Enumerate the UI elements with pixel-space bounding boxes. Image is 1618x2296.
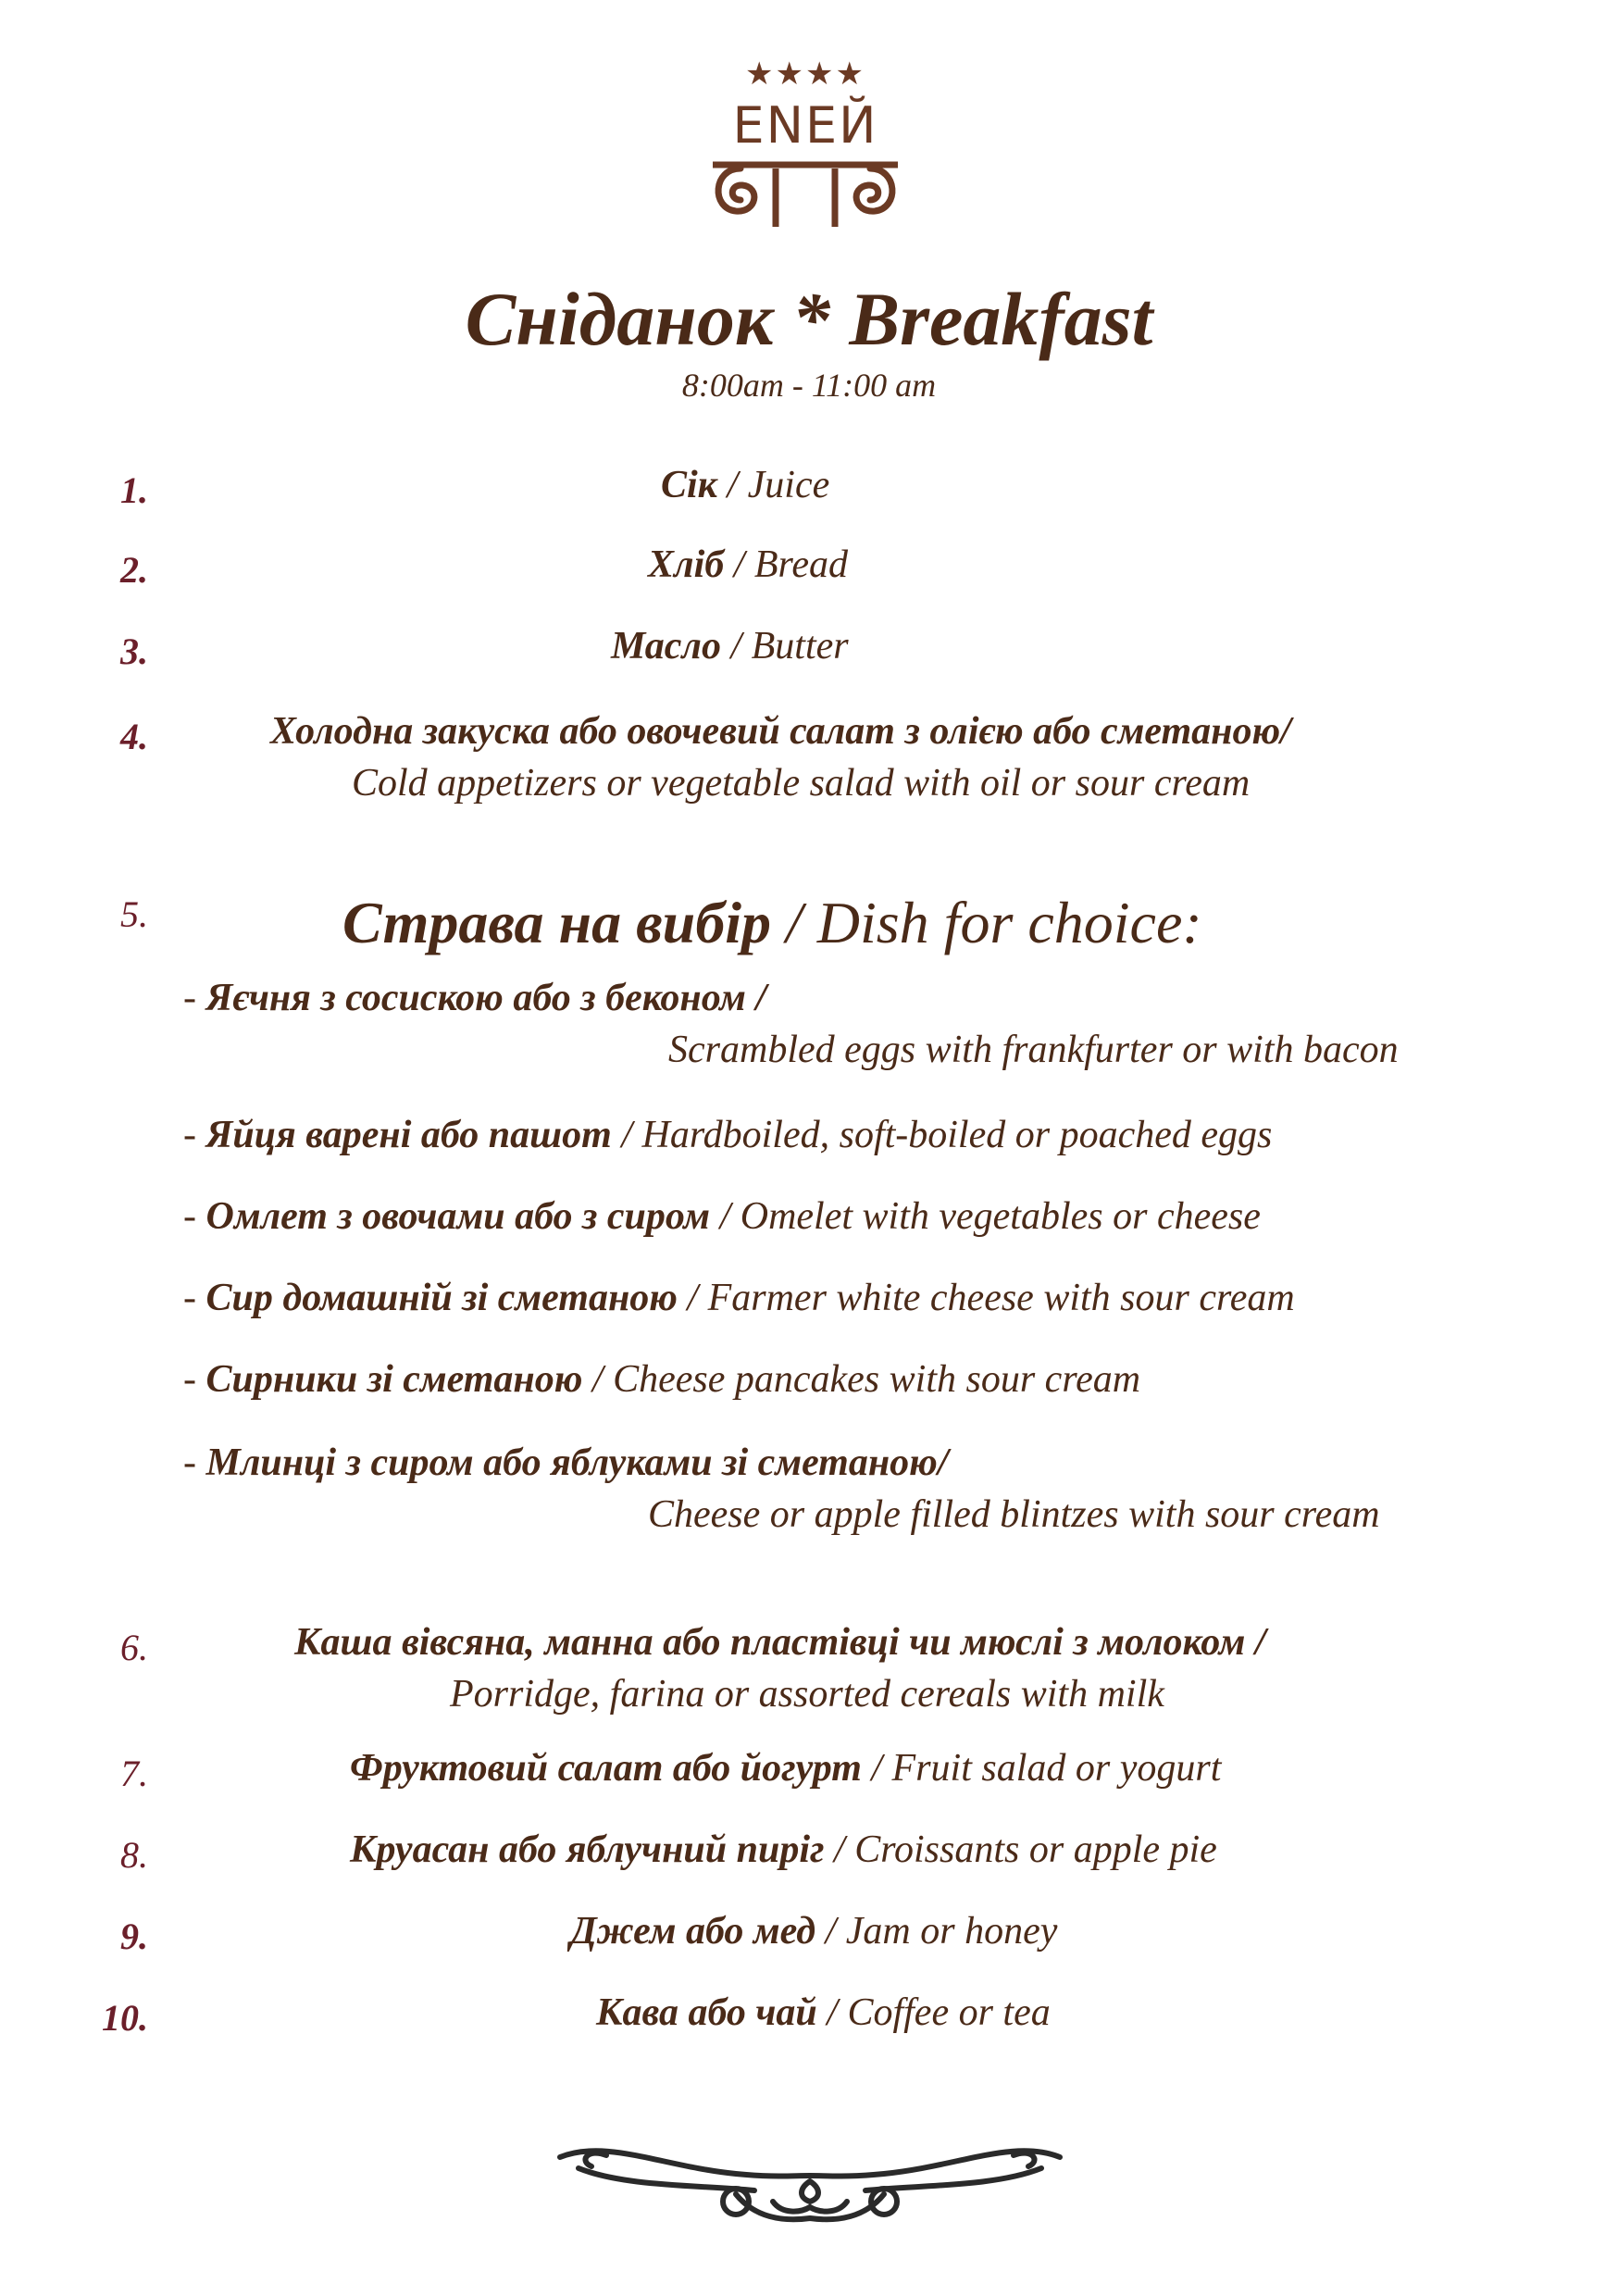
item-ua: Джем або мед [570, 1910, 816, 1953]
item-en: Bread [753, 543, 848, 586]
menu-item-butter: Масло / Butter [611, 625, 849, 668]
item-ua: Каша вівсяна, манна або пластівці чи мюслі з молоком / [294, 1621, 1266, 1664]
menu-item-juice: Сік / Juice [661, 464, 830, 506]
item-number: 5. [120, 893, 148, 935]
ionic-column-icon [703, 157, 907, 231]
item-en: Juice [747, 464, 830, 506]
dish-for-choice-heading: Страва на вибір / Dish for choice: [342, 890, 1202, 955]
menu-item-coffee: Кава або чай / Coffee or tea [596, 1991, 1051, 2034]
choice-en: Hardboiled, soft-boiled or poached eggs [641, 1114, 1273, 1156]
item-en: Cold appetizers or vegetable salad with oil or sour cream [352, 762, 1251, 805]
choice-farmer-cheese: - Сир домашній зі сметаною / Farmer white cheese with sour cream [183, 1277, 1295, 1319]
item-en: Porridge, farina or assorted cereals with milk [450, 1673, 1164, 1716]
item-ua: Сік [661, 464, 717, 506]
choice-ua: Яйця варені або пашот [205, 1114, 612, 1156]
item-number: 8. [120, 1834, 148, 1876]
choice-ua: Омлет з овочами або з сиром [205, 1195, 711, 1238]
item-en: Fruit salad or yogurt [891, 1747, 1222, 1790]
item-number: 3. [120, 630, 148, 672]
item-number: 6. [120, 1627, 148, 1668]
item-en: Jam or honey [845, 1910, 1058, 1953]
page-title: Сніданок * Breakfast [465, 277, 1153, 361]
choice-boiled-eggs: - Яйця варені або пашот / Hardboiled, soft-boiled or poached eggs [183, 1114, 1273, 1156]
choice-ua: Сирники зі сметаною [205, 1358, 583, 1401]
serving-hours: 8:00am - 11:00 am [681, 367, 937, 404]
choice-en: Farmer white cheese with sour cream [707, 1277, 1295, 1319]
item-ua: Круасан або яблучний пиріг [350, 1828, 825, 1871]
item-number: 1. [120, 469, 148, 511]
menu-item-bread: Хліб / Bread [648, 543, 848, 586]
item-ua: Хліб [648, 543, 725, 586]
item-number: 2. [120, 549, 148, 591]
item-en: Croissants or apple pie [854, 1828, 1217, 1871]
menu-item-porridge [294, 1620, 1266, 1665]
item-ua: Холодна закуска або овочевий салат з олією або сметаною/ [270, 710, 1291, 753]
item-number: 4. [120, 716, 148, 757]
item-number: 7. [120, 1753, 148, 1794]
choice-blintzes: - Млинці з сиром або яблуками зі сметаною/ [183, 1441, 949, 1484]
item-en: Butter [751, 625, 849, 668]
item-ua: Страва на вибір [342, 890, 771, 955]
menu-item-jam: Джем або мед / Jam or honey [570, 1910, 1058, 1953]
choice-cheese-pancakes: - Сирники зі сметаною / Cheese pancakes with sour cream [183, 1358, 1141, 1401]
choice-omelet: - Омлет з овочами або з сиром / Omelet with vegetables or cheese [183, 1195, 1261, 1238]
choice-en: Omelet with vegetables or cheese [740, 1195, 1261, 1238]
item-number: 9. [120, 1915, 148, 1957]
menu-item-croissants: Круасан або яблучний пиріг / Croissants or apple pie [350, 1828, 1217, 1871]
hotel-logo [685, 56, 926, 231]
choice-ua: Млинці з сиром або яблуками зі сметаною/ [205, 1441, 949, 1484]
item-ua: Фруктовий салат або йогурт [350, 1747, 862, 1790]
choice-ua: Сир домашній зі сметаною [205, 1277, 678, 1319]
choice-en: Scrambled eggs with frankfurter or with bacon [668, 1029, 1399, 1071]
menu-item-cold-appetizers [270, 709, 1291, 754]
choice-en: Cheese or apple filled blintzes with sour cream [648, 1493, 1380, 1536]
choice-scrambled-eggs: - Яєчня з сосискою або з беконом / [183, 977, 767, 1019]
choice-en: Cheese pancakes with sour cream [613, 1358, 1141, 1401]
star-rating-icon: ★★★★ [745, 57, 865, 92]
item-en: Dish for choice: [816, 890, 1202, 955]
item-en: Coffee or tea [847, 1991, 1051, 2034]
choice-ua: Яєчня з сосискою або з беконом / [205, 977, 767, 1019]
menu-item-fruit-salad: Фруктовий салат або йогурт / Fruit salad or yogurt [350, 1747, 1222, 1790]
item-number: 10. [102, 1997, 148, 2039]
item-ua: Масло [611, 625, 721, 668]
decorative-flourish-icon [551, 2129, 1069, 2240]
item-ua: Кава або чай [596, 1991, 817, 2034]
logo-brand-text: ЕNЕЙ [732, 96, 878, 155]
